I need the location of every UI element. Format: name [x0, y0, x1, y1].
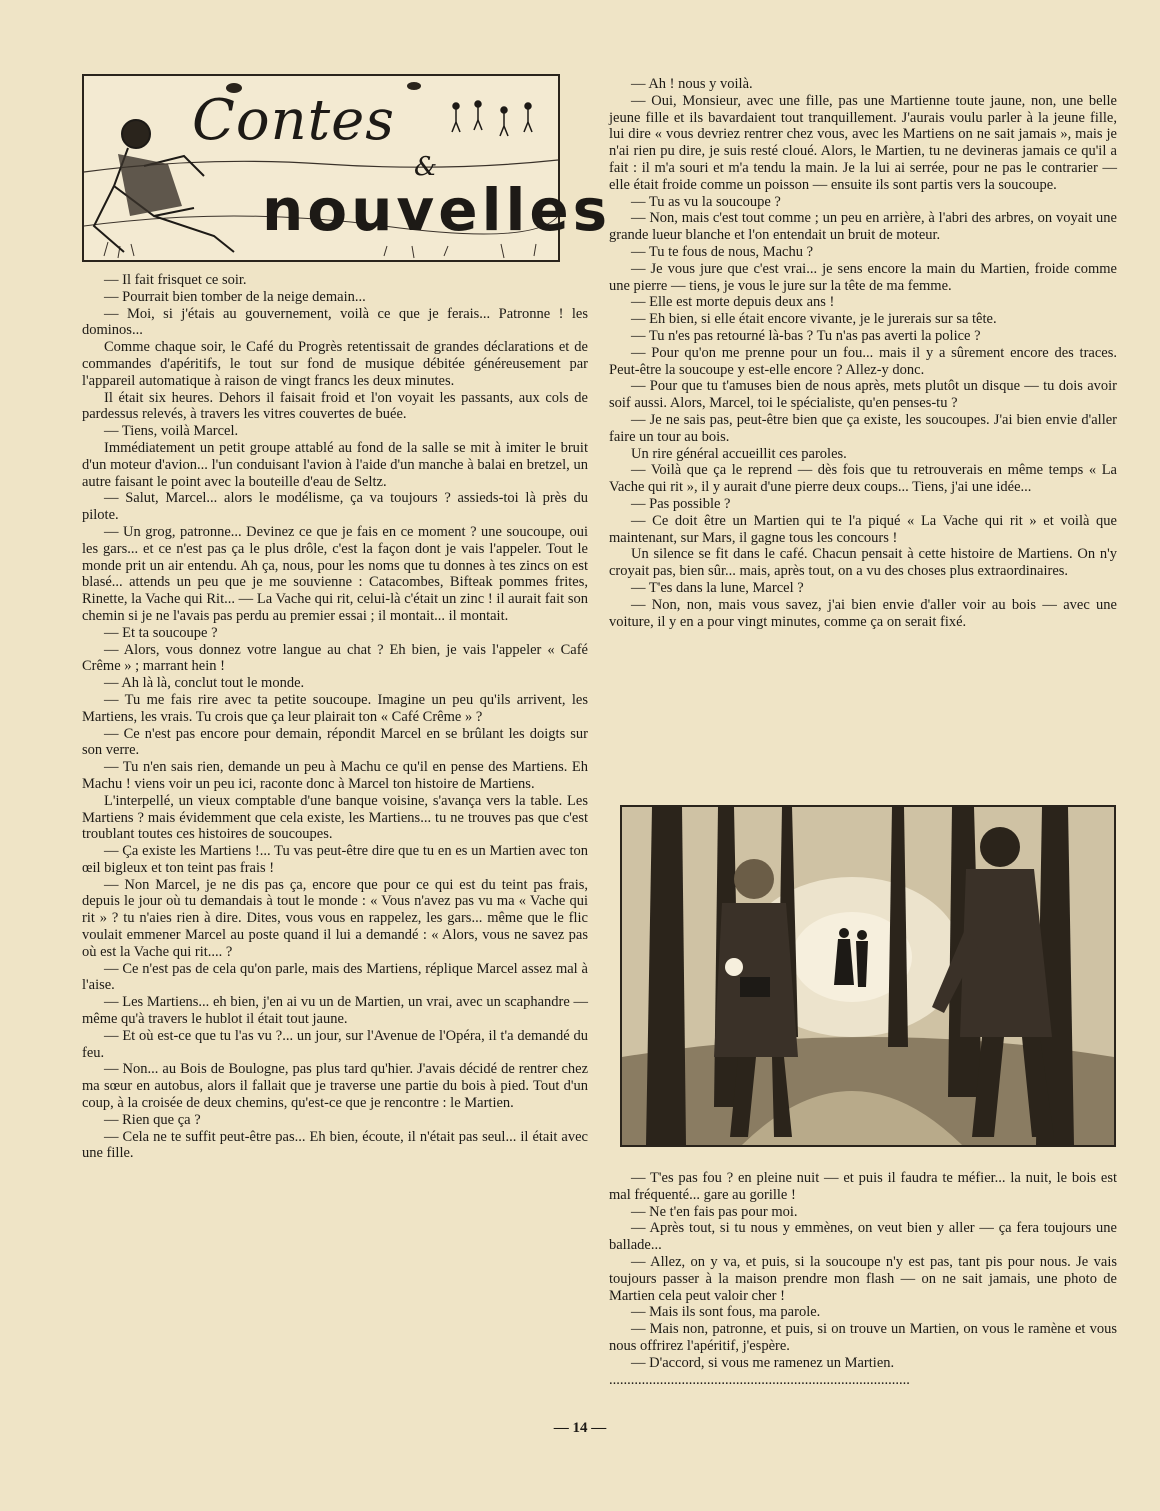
paragraph: — Ce n'est pas encore pour demain, répondit Marcel en se brûlant les doigts sur son verre. — [82, 725, 588, 759]
header-illustration — [82, 74, 612, 262]
paragraph: — Et où est-ce que tu l'as vu ?... un jour, sur l'Avenue de l'Opéra, il t'a demandé du feu. — [82, 1027, 588, 1061]
paragraph: — Tu me fais rire avec ta petite soucoupe. Imagine un peu qu'ils arrivent, les Martiens, les vrais. Tu crois que ça leur plairait ton « Café Crême » ? — [82, 691, 588, 725]
paragraph: — Pour que tu t'amuses bien de nous après, mets plutôt un disque — tu dois avoir soif aussi. Alors, Marcel, toi le spécialiste, qu'en penses-tu ? — [609, 378, 1117, 412]
paragraph: — Alors, vous donnez votre langue au chat ? Eh bien, je vais l'appeler « Café Crême » ; marrant hein ! — [82, 641, 588, 675]
paragraph: L'interpellé, un vieux comptable d'une banque voisine, s'avança vers la table. Les Martiens ? mais évidemment que cela existe, les Martiens... tu ne trouves pas que c'est troublant toutes ces histoires de soucoupes. — [82, 792, 588, 843]
paragraph: — Ah là là, conclut tout le monde. — [104, 675, 305, 692]
paragraph: — Un grog, patronne... Devinez ce que je fais en ce moment ? une soucoupe, oui les gars... et ce n'est pas ça le plus drôle, c'est la façon dont je vais l'appeler. Tout le monde prit un air entendu. Ah ça, nous, pour les noms que tu donnes à tes zincs on est blasé... attends un peu que je me souvienne : Catacombes, Bifteak pommes frites, Rinette, la Vache qui Rit... — La Vache qui rit, celui-là c'était un zinc ! il aurait fait son chemin si je ne l'avais pas perdu au premier essai ; il montait... il montait. — [82, 523, 588, 624]
header-title-contes: Contes — [192, 88, 396, 153]
paragraph: — Rien que ça ? — [104, 1111, 201, 1128]
paragraph: — Tu as vu la soucoupe ? — [631, 193, 781, 210]
paragraph: — Ne t'en fais pas pour moi. — [631, 1203, 798, 1220]
paragraph: — Tu te fous de nous, Machu ? — [631, 243, 814, 260]
paragraph: — Je vous jure que c'est vrai... je sens encore la main du Martien, froide comme une pierre — tiens, je vous le jure sur la tête de ma femme. — [609, 260, 1117, 294]
paragraph: Immédiatement un petit groupe attablé au fond de la salle se mit à imiter le bruit d'un moteur d'avion... l'un conduisant l'avion à l'aide d'un manche à balai en bretzel, un autre faisant le point avec la bouteille d'eau de Seltz. — [82, 439, 588, 490]
header-title-nouvelles: nouvelles — [262, 176, 612, 244]
forest-illustration — [620, 805, 1116, 1147]
paragraph: — Non, mais c'est tout comme ; un peu en arrière, à l'abri des arbres, on voyait une grande lueur blanche et l'on entendait un bruit de moteur. — [609, 210, 1117, 244]
paragraph: — Cela ne te suffit peut-être pas... Eh bien, écoute, il n'était pas seul... il était avec une fille. — [82, 1128, 588, 1162]
paragraph: Il était six heures. Dehors il faisait froid et l'on voyait les passants, aux cols de pardessus relevés, à travers les vitres couvertes de buée. — [82, 389, 588, 423]
paragraph: — Les Martiens... eh bien, j'en ai vu un de Martien, un vrai, avec un scaphandre — même qu'à travers le hublot il était tout jaune. — [82, 994, 588, 1028]
paragraph: — Non... au Bois de Boulogne, pas plus tard qu'hier. J'avais décidé de rentrer chez ma sœur en autobus, alors il fallait que je traverse une partie du bois à pied. Tout d'un coup, à la croisée de deux chemins, qu'est-ce que je rencontre : le Martien. — [82, 1061, 588, 1112]
paragraph: — Voilà que ça le reprend — dès fois que tu retrouverais en même temps « La Vache qui rit », il y aurait d'une pierre deux coups... Tiens, j'ai une idée... — [609, 462, 1117, 496]
paragraph: — Ça existe les Martiens !... Tu vas peut-être dire que tu en es un Martien avec ton œil bigleux et ton teint pas frais ! — [82, 843, 588, 876]
paragraph: — Elle est morte depuis deux ans ! — [631, 294, 835, 311]
paragraph: Comme chaque soir, le Café du Progrès retentissait de grandes déclarations et de commandes d'apéritifs, le tout sur fond de musique débitée généreusement par l'appareil automatique à raison de vingt francs les deux minutes. — [82, 339, 588, 389]
paragraph: — T'es pas fou ? en pleine nuit — et puis il faudra te méfier... la nuit, le bois est mal fréquenté... gare au gorille ! — [609, 1170, 1117, 1203]
page-number: — 14 — — [553, 1420, 607, 1436]
paragraph: — Oui, Monsieur, avec une fille, pas une Martienne toute jaune, non, une belle jeune fille et ils bavardaient tout tranquillement. J'aurais voulu parler à la jeune fille, lui dire « vous devriez rentrer chez vous, avec les Martiens on ne sait jamais », mais je n'ai rien pu dire, je suis resté cloué. Alors, le Martien, tu ne devineras jamais ce qu'il a fait : il m'a souri et m'a tendu la main. Je la lui ai serrée, pour ne pas le contrarier — elle était froide comme un poisson — ensuite ils sont partis vers la soucoupe. — [609, 92, 1117, 193]
paragraph: — Moi, si j'étais au gouvernement, voilà ce que je ferais... Patronne ! les dominos... — [82, 305, 588, 339]
paragraph: — Allez, on y va, et puis, si la soucoupe n'y est pas, tant pis pour nous. Je vais toujours passer à la maison prendre mon flash — on ne sait jamais, une photo de Martien cela peut valoir cher ! — [609, 1253, 1117, 1304]
dotted-separator: ................................................................................... — [609, 1371, 910, 1388]
forest-drawing — [622, 807, 1114, 1145]
right-column-bottom — [609, 1170, 1117, 1388]
paragraph: — Pas possible ? — [631, 495, 731, 512]
paragraph: — Pour qu'on me prenne pour un fou... mais il y a sûrement encore des traces. Peut-être la soucoupe y est-elle encore ? Allez-y donc. — [609, 344, 1117, 378]
paragraph: — Je ne sais pas, peut-être bien que ça existe, les soucoupes. J'ai bien envie d'aller faire un tour au bois. — [609, 411, 1117, 445]
paragraph: — Il fait frisquet ce soir. — [104, 272, 247, 288]
paragraph: — Mais ils sont fous, ma parole. — [631, 1304, 821, 1321]
paragraph: — Pourrait bien tomber de la neige demain... — [104, 288, 366, 305]
paragraph: — Non, non, mais vous savez, j'ai bien envie d'aller voir au bois — avec une voiture, il y en a pour vingt minutes, comme ça on serait fixé. — [609, 596, 1117, 630]
paragraph: — Et ta soucoupe ? — [104, 624, 218, 641]
paragraph: — Ce doit être un Martien qui te l'a piqué « La Vache qui rit » et voilà que maintenant, sur Mars, il gagne tous les concours ! — [609, 512, 1117, 546]
paragraph: — Tu n'es pas retourné là-bas ? Tu n'as pas averti la police ? — [631, 327, 981, 344]
left-column — [82, 272, 588, 1162]
paragraph: — T'es dans la lune, Marcel ? — [631, 579, 804, 596]
paragraph: — Mais non, patronne, et puis, si on trouve un Martien, on vous le ramène et vous nous offrirez l'apéritif, j'espère. — [609, 1321, 1117, 1354]
paragraph: Un rire général accueillit ces paroles. — [631, 445, 847, 462]
paragraph: — Eh bien, si elle était encore vivante, je le jurerais sur sa tête. — [631, 311, 997, 328]
paragraph: — Tiens, voilà Marcel. — [104, 423, 239, 440]
paragraph: — Salut, Marcel... alors le modélisme, ça va toujours ? assieds-toi là près du pilote. — [82, 490, 588, 524]
paragraph: — Tu n'en sais rien, demande un peu à Machu ce qu'il en pense des Martiens. Eh Machu ! viens voir un peu ici, raconte donc à Marcel ton histoire de Martiens. — [82, 759, 588, 792]
paragraph: — Non Marcel, je ne dis pas ça, encore que pour ce qui est du teint pas frais, depuis le jour où tu demandais à tout le monde : « Vous n'avez pas vu ma « Vache qui rit » ? tu n'aies rien à dire. Dites, vous vous en rappelez, les gars... même que le flic voulait emmener Marcel au poste quand il lui a demandé : « Alors, vous ne savez pas où est la Vache qui rit.... ? — [82, 876, 588, 960]
paragraph: — Après tout, si tu nous y emmènes, on veut bien y aller — ça fera toujours une ballade... — [609, 1220, 1117, 1254]
paragraph: — D'accord, si vous me ramenez un Martien. — [631, 1354, 895, 1371]
paragraph: Un silence se fit dans le café. Chacun pensait à cette histoire de Martiens. On n'y croyait pas, bien sûr... mais, après tout, on a vu des choses plus extraordinaires. — [609, 546, 1117, 580]
header-ampersand: & — [414, 152, 438, 182]
paragraph: — Ce n'est pas de cela qu'on parle, mais des Martiens, réplique Marcel assez mal à l'aise. — [82, 960, 588, 994]
right-column-top — [609, 76, 1117, 630]
paragraph: — Ah ! nous y voilà. — [631, 76, 753, 92]
